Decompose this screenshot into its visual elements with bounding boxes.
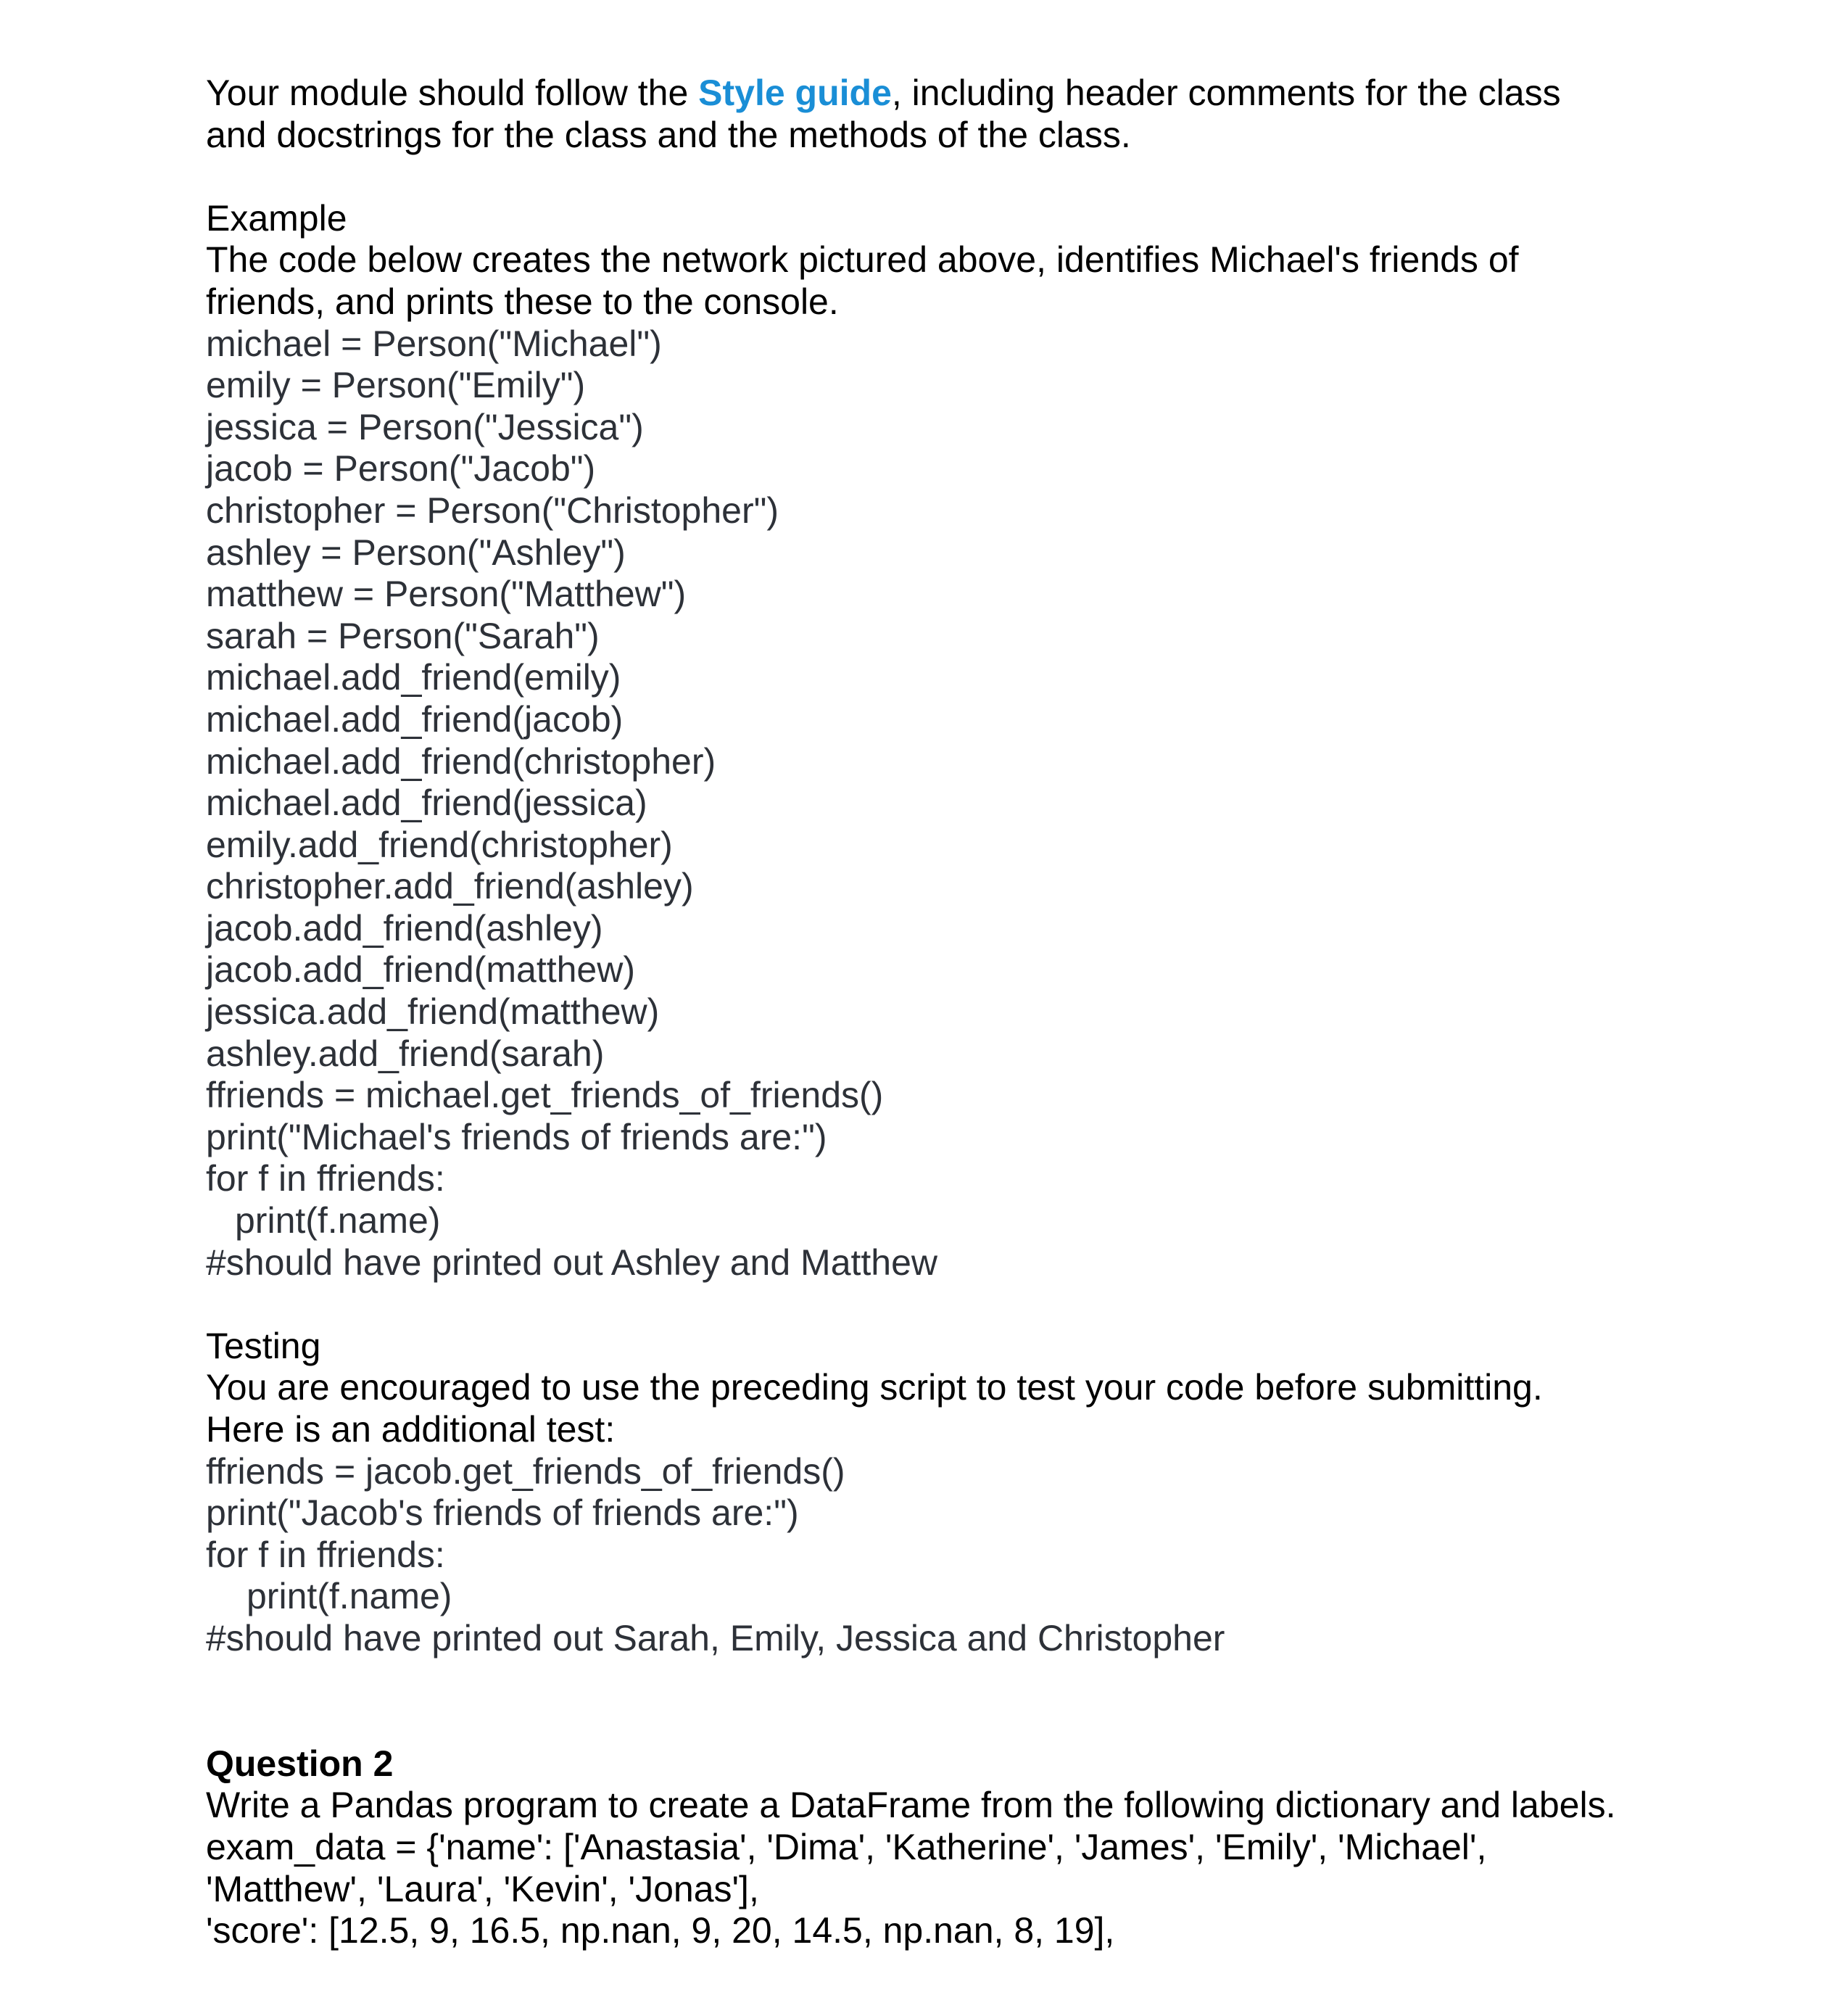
question-2-line-4: 'score': [12.5, 9, 16.5, np.nan, 9, 20, 14.5, np.nan, 8, 19], bbox=[206, 1910, 1115, 1951]
example-code-line: jessica = Person("Jessica") bbox=[206, 406, 644, 447]
example-code-line: michael.add_friend(emily) bbox=[206, 657, 621, 698]
example-heading: Example bbox=[206, 197, 347, 239]
style-guide-link[interactable]: Style guide bbox=[698, 73, 892, 113]
example-code-indented-line: print(f.name) bbox=[235, 1200, 441, 1242]
testing-code-line: ffriends = jacob.get_friends_of_friends() bbox=[206, 1450, 845, 1492]
example-code-line: print("Michael's friends of friends are:") bbox=[206, 1116, 827, 1157]
example-code-line: sarah = Person("Sarah") bbox=[206, 615, 600, 656]
example-desc-line-1: The code below creates the network pictured above, identifies Michael's friends of bbox=[206, 239, 1519, 281]
testing-heading: Testing bbox=[206, 1325, 321, 1366]
example-code-line: emily = Person("Emily") bbox=[206, 365, 586, 406]
testing-code-line: print("Jacob's friends of friends are:") bbox=[206, 1492, 799, 1534]
testing-desc-line-1: You are encouraged to use the preceding script to test your code before submitting. bbox=[206, 1367, 1543, 1408]
example-code-line: michael.add_friend(jessica) bbox=[206, 782, 647, 824]
intro-prefix: Your module should follow the bbox=[206, 73, 699, 113]
example-code-comment: #should have printed out Ashley and Matthew bbox=[206, 1242, 938, 1283]
question-2-line-1: Write a Pandas program to create a DataFrame from the following dictionary and labels. bbox=[206, 1785, 1616, 1826]
testing-code-indented-line: print(f.name) bbox=[247, 1576, 452, 1617]
spacer bbox=[206, 156, 1786, 198]
testing-code-comment: #should have printed out Sarah, Emily, Jessica and Christopher bbox=[206, 1617, 1225, 1658]
example-code-line: christopher.add_friend(ashley) bbox=[206, 866, 694, 907]
example-desc-line-2: friends, and prints these to the console. bbox=[206, 281, 839, 322]
intro-suffix: , including header comments for the class bbox=[891, 73, 1561, 113]
intro-line-1 bbox=[206, 73, 1786, 115]
testing-code-line: for f in ffriends: bbox=[206, 1534, 445, 1575]
question-2-heading: Question 2 bbox=[206, 1743, 394, 1784]
example-code-line: christopher = Person("Christopher") bbox=[206, 489, 779, 531]
example-code-line: for f in ffriends: bbox=[206, 1158, 445, 1199]
example-code-line: michael.add_friend(christopher) bbox=[206, 740, 716, 782]
example-code-line: ffriends = michael.get_friends_of_friends() bbox=[206, 1075, 884, 1116]
example-code-line: ashley.add_friend(sarah) bbox=[206, 1033, 605, 1074]
document-page bbox=[206, 73, 1786, 1952]
example-code-line: matthew = Person("Matthew") bbox=[206, 574, 687, 615]
spacer bbox=[206, 1284, 1786, 1326]
example-code-line: jacob.add_friend(ashley) bbox=[206, 907, 603, 949]
example-code-line: jacob = Person("Jacob") bbox=[206, 448, 596, 489]
intro-line-2: and docstrings for the class and the methods of the class. bbox=[206, 114, 1131, 155]
example-code-line: michael.add_friend(jacob) bbox=[206, 698, 624, 740]
example-code-line: jacob.add_friend(matthew) bbox=[206, 949, 635, 991]
example-code-line: emily.add_friend(christopher) bbox=[206, 824, 673, 865]
example-code-line: ashley = Person("Ashley") bbox=[206, 532, 626, 573]
example-code-line: michael = Person("Michael") bbox=[206, 323, 662, 364]
testing-desc-line-2: Here is an additional test: bbox=[206, 1409, 616, 1450]
question-2-line-2: exam_data = {'name': ['Anastasia', 'Dima', 'Katherine', 'James', 'Emily', 'Michael', bbox=[206, 1826, 1487, 1867]
example-code-line: jessica.add_friend(matthew) bbox=[206, 991, 660, 1033]
spacer bbox=[206, 1660, 1786, 1743]
question-2-line-3: 'Matthew', 'Laura', 'Kevin', 'Jonas'], bbox=[206, 1868, 759, 1909]
